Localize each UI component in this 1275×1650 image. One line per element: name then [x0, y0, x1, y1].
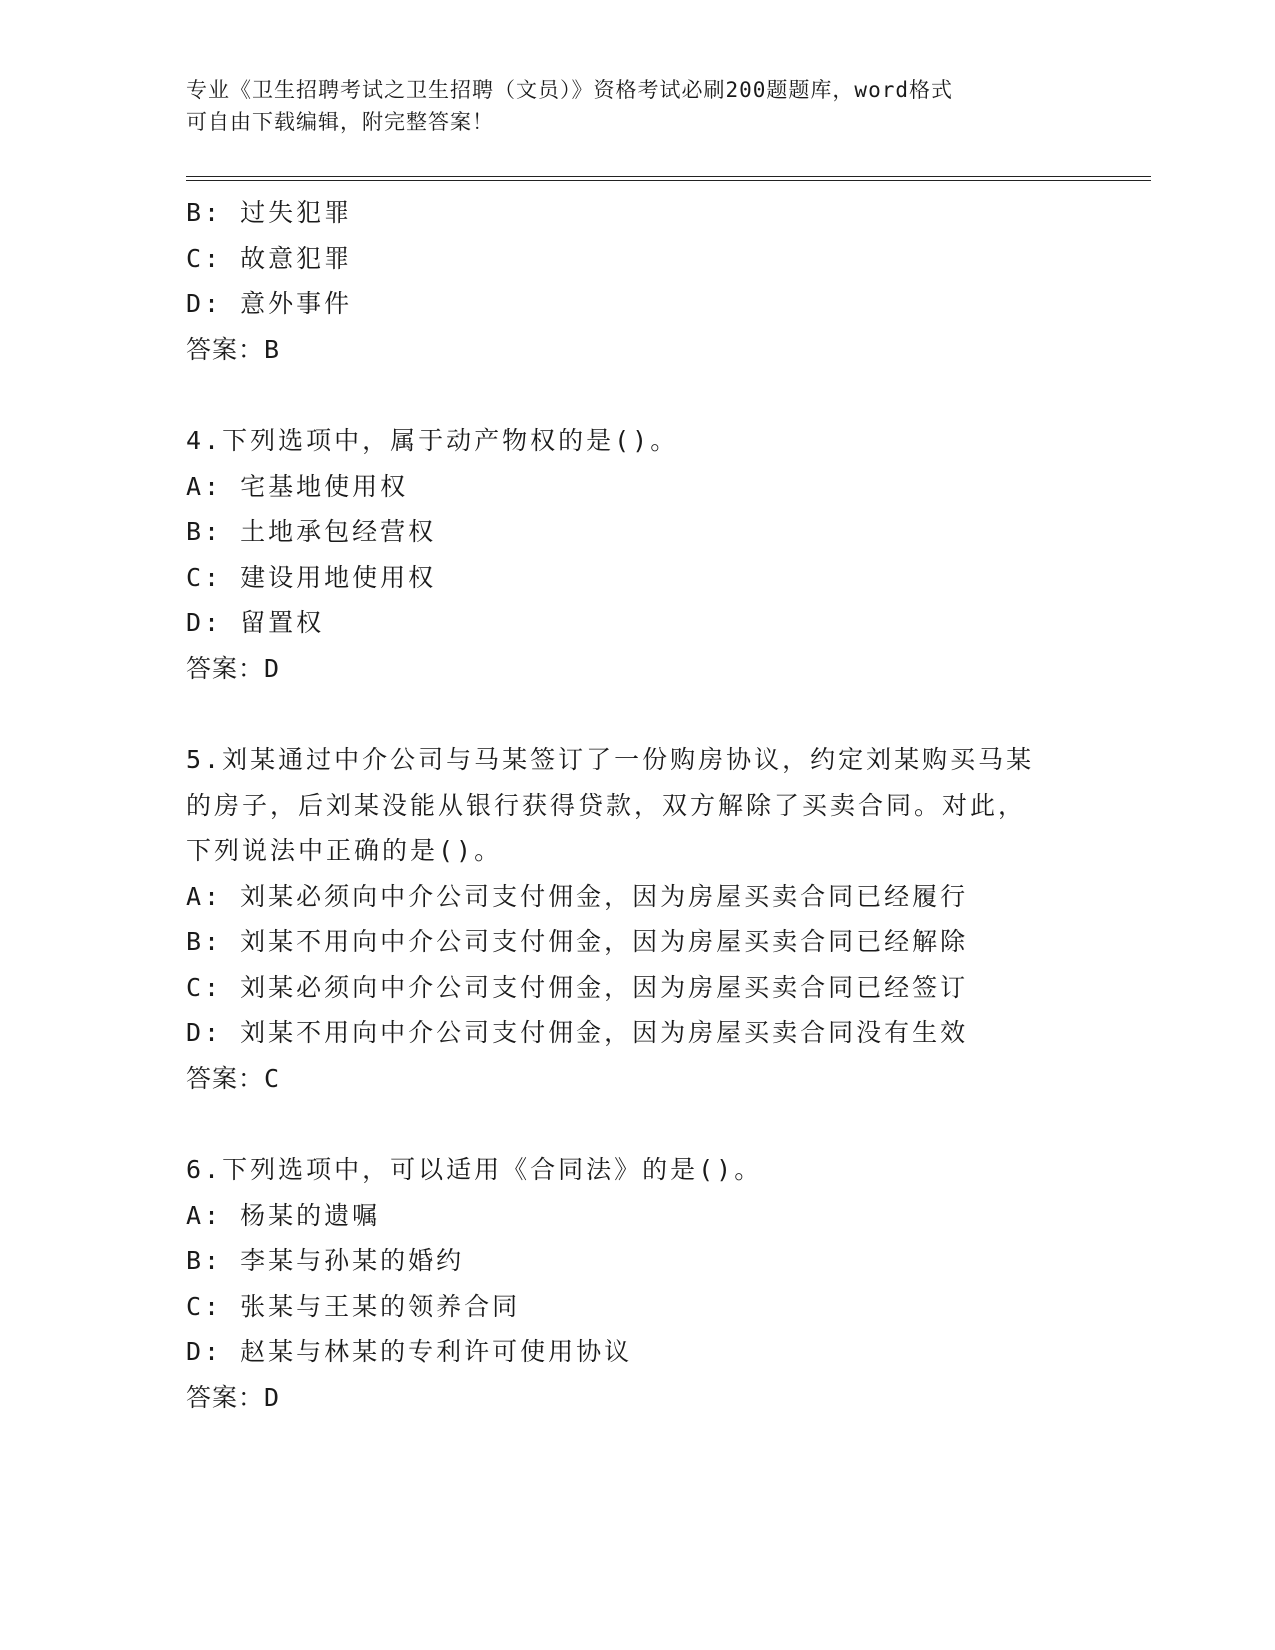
option-b: B: 李某与孙某的婚约 — [186, 1246, 465, 1275]
answer-value: B — [264, 334, 280, 364]
option-c: C: 刘某必须向中介公司支付佣金，因为房屋买卖合同已经签订 — [186, 972, 969, 1002]
answer-label: 答案： — [186, 1063, 265, 1093]
answer-line — [186, 1375, 1086, 1421]
answer-line — [186, 1056, 1086, 1102]
answer-label: 答案： — [186, 1382, 265, 1412]
option-c: C: 故意犯罪 — [186, 243, 353, 273]
answer-value: C — [264, 1063, 280, 1093]
option-b: B: 刘某不用向中介公司支付佣金，因为房屋买卖合同已经解除 — [186, 927, 969, 956]
header-title-line-1: 专业《卫生招聘考试之卫生招聘（文员）》资格考试必刷200题题库，word格式 — [186, 78, 953, 102]
document-header — [186, 74, 1066, 138]
option-b: B: 过失犯罪 — [186, 198, 353, 227]
question-text: 6.下列选项中，可以适用《合同法》的是()。 — [186, 1155, 763, 1184]
option-d: D: 赵某与林某的专利许可使用协议 — [186, 1337, 633, 1366]
header-double-rule — [186, 176, 1151, 181]
option-b: B: 土地承包经营权 — [186, 517, 437, 546]
question-6 — [186, 1147, 1086, 1420]
question-list — [186, 190, 1086, 1420]
question-text-line-2: 的房子，后刘某没能从银行获得贷款，双方解除了买卖合同。对此， — [186, 790, 1027, 820]
option-d: D: 意外事件 — [186, 289, 353, 318]
option-a: A: 宅基地使用权 — [186, 471, 409, 501]
option-c: C: 张某与王某的领养合同 — [186, 1291, 521, 1321]
answer-value: D — [264, 1382, 280, 1412]
option-d: D: 刘某不用向中介公司支付佣金，因为房屋买卖合同没有生效 — [186, 1018, 969, 1047]
answer-label: 答案： — [186, 334, 265, 364]
question-5 — [186, 737, 1086, 1101]
answer-label: 答案： — [186, 653, 265, 683]
answer-line — [186, 327, 1086, 373]
option-a: A: 杨某的遗嘱 — [186, 1200, 381, 1230]
option-d: D: 留置权 — [186, 608, 325, 637]
question-text-line-1: 5.刘某通过中介公司与马某签订了一份购房协议，约定刘某购买马某 — [186, 745, 1035, 774]
question-4 — [186, 418, 1086, 691]
answer-value: D — [264, 653, 280, 683]
option-c: C: 建设用地使用权 — [186, 562, 437, 592]
header-title-line-2: 可自由下载编辑，附完整答案！ — [186, 110, 494, 134]
question-text: 4.下列选项中，属于动产物权的是()。 — [186, 426, 679, 455]
answer-line — [186, 646, 1086, 692]
question-3 — [186, 190, 1086, 372]
question-text-line-3: 下列说法中正确的是()。 — [186, 836, 503, 865]
option-a: A: 刘某必须向中介公司支付佣金，因为房屋买卖合同已经履行 — [186, 881, 969, 911]
